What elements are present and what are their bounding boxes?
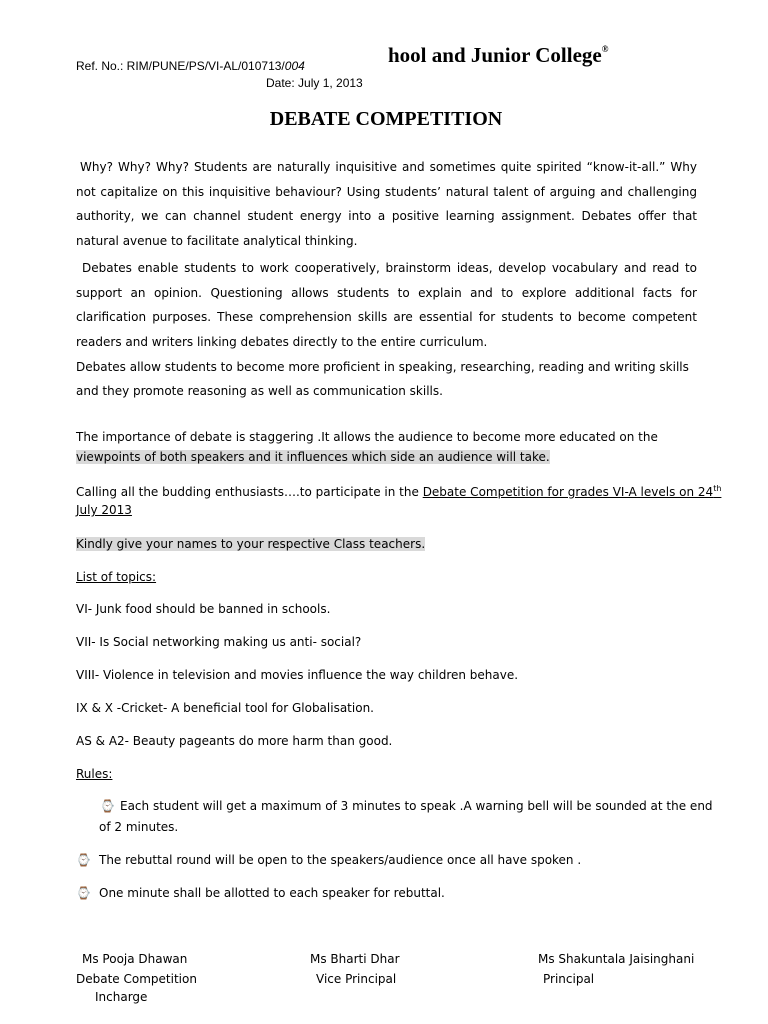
- rule-3-text: One minute shall be allotted to each speaker for rebuttal.: [99, 886, 445, 900]
- rule-item-2: [76, 853, 581, 867]
- calling-line-1: [76, 484, 721, 499]
- topics-heading: List of topics:: [76, 570, 157, 584]
- rule-item-3: [76, 886, 445, 900]
- rule-1-text: Each student will get a maximum of 3 minutes to speak .A warning bell will be sounded at the end: [120, 799, 713, 813]
- signatory-name: Ms Bharti Dhar: [310, 952, 400, 966]
- rules-heading: Rules:: [76, 767, 113, 781]
- topic-item: VIII- Violence in television and movies influence the way children behave.: [76, 668, 519, 682]
- topic-item: VI- Junk food should be banned in schools.: [76, 602, 331, 616]
- proficiency-line-2: and they promote reasoning as well as communication skills.: [76, 384, 443, 398]
- document-date: Date: July 1, 2013: [266, 76, 363, 90]
- rule-item-1: [100, 799, 713, 813]
- rule-item-1-cont: of 2 minutes.: [99, 820, 179, 834]
- competition-details-text: Debate Competition for grades VI-A levels on 24: [422, 485, 714, 499]
- clock-icon: ⌚: [100, 799, 115, 813]
- reference-number-suffix: 004: [284, 59, 305, 73]
- signatory-title: Incharge: [95, 990, 148, 1004]
- intro-paragraph: Why? Why? Why? Students are naturally inquisitive and sometimes quite spirited “know-it-all.” Why not capitalize on this inquisitive behaviour? Using students’ natural talent of arguing and challenging authority, we can channel student energy into a positive learning assignment. Debates offer that natural avenue to facilitate analytical thinking.: [76, 160, 697, 248]
- calling-prefix: Calling all the budding enthusiasts….to participate in the: [76, 485, 423, 499]
- registered-mark: ®: [601, 44, 609, 54]
- signatory-title: Debate Competition: [76, 972, 197, 986]
- kindly-note: Kindly give your names to your respective Class teachers.: [76, 537, 426, 551]
- rule-2-text: The rebuttal round will be open to the speakers/audience once all have spoken .: [99, 853, 582, 867]
- reference-number: [76, 59, 305, 73]
- topic-item: IX & X -Cricket- A beneficial tool for Globalisation.: [76, 701, 374, 715]
- topic-item: VII- Is Social networking making us anti- social?: [76, 635, 362, 649]
- signatory-name: Ms Shakuntala Jaisinghani: [538, 952, 695, 966]
- signatory-title: Vice Principal: [316, 972, 397, 986]
- calling-line-2: July 2013: [76, 503, 132, 517]
- signatory-title: Principal: [543, 972, 595, 986]
- date-superscript: th: [713, 484, 722, 493]
- school-name-text: hool and Junior College: [388, 43, 602, 67]
- school-name: [388, 43, 608, 68]
- benefits-paragraph: Debates enable students to work cooperatively, brainstorm ideas, develop vocabulary and read to support an opinion. Questioning allows students to explain and to explore additional facts for clarification purposes. These comprehension skills are essential for students to become competent readers and writers linking debates directly to the entire curriculum.: [76, 261, 697, 349]
- importance-line-1: The importance of debate is staggering .It allows the audience to become more educated on the: [76, 430, 658, 444]
- clock-icon: ⌚: [76, 886, 91, 900]
- reference-number-prefix: Ref. No.: RIM/PUNE/PS/VI-AL/010713/: [76, 59, 285, 73]
- signatory-name: Ms Pooja Dhawan: [82, 952, 188, 966]
- clock-icon: ⌚: [76, 853, 91, 867]
- proficiency-line-1: Debates allow students to become more proficient in speaking, researching, reading and writing skills: [76, 360, 689, 374]
- topic-item: AS & A2- Beauty pageants do more harm than good.: [76, 734, 393, 748]
- competition-details: [423, 485, 722, 499]
- document-title: DEBATE COMPETITION: [269, 108, 503, 130]
- importance-line-2: viewpoints of both speakers and it influences which side an audience will take.: [76, 450, 550, 464]
